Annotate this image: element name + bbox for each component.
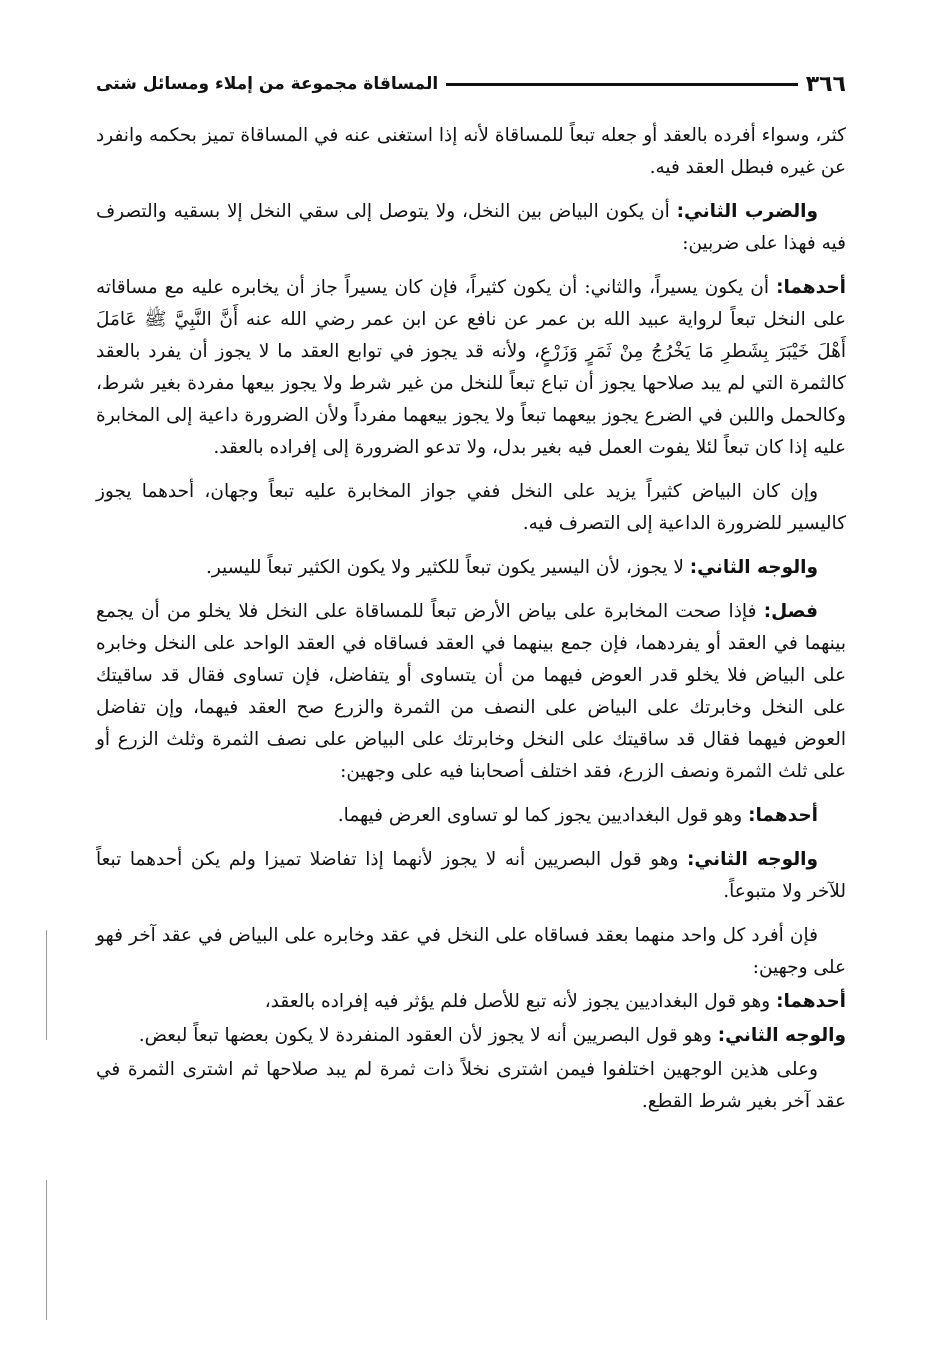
paragraph-lead: أحدهما: xyxy=(748,805,818,826)
paragraph xyxy=(96,120,846,184)
paragraph-text: كثر، وسواء أفرده بالعقد أو جعله تبعاً للمساقاة لأنه إذا استغنى عنه في المساقاة تميز بحكمه وانفرد عن غيره فبطل العقد فيه. xyxy=(96,125,846,178)
paragraph-text: وهو قول البصريين أنه لا يجوز لأن العقود المنفردة لا يكون بعضها تبعاً لبعض. xyxy=(138,1025,718,1046)
paragraph xyxy=(96,1020,846,1052)
paragraph xyxy=(96,844,846,908)
paragraph-lead: والضرب الثاني: xyxy=(676,201,818,222)
paragraph-text: وهو قول البغداديين يجوز لأنه تبع للأصل فلم يؤثر فيه إفراده بالعقد، xyxy=(264,991,777,1012)
paragraph xyxy=(96,196,846,260)
paragraph-lead: والوجه الثاني: xyxy=(717,1025,846,1046)
paragraph xyxy=(96,596,846,788)
paragraph-lead: أحدهما: xyxy=(776,991,846,1012)
paragraph-text: أن يكون يسيراً، والثاني: أن يكون كثيراً، فإن كان يسيراً جاز أن يخابره عليه مع مساقاته على النخل تبعاً لرواية عبيد الله بن عمر عن نافع عن ابن عمر رضي الله عنه أَنَّ النَّبِيَّ ﷺ عَامَلَ أَهْلَ خَيْبَرَ بِشَطرِ مَا يَخْرُجُ مِنْ ثَمَرٍ وَزَرْعٍ، ولأنه قد يجوز في توابع العقد ما لا يجوز أن يفرد بالعقد كالثمرة التي لم يبد صلاحها يجوز أن تباع تبعاً للنخل من غير شرط ولا يجوز بيعها مفردة بغير شرط، وكالحمل واللبن في الضرع يجوز بيعهما تبعاً ولا يجوز بيعهما مفرداً ولأن الضرورة داعية إلى المخابرة عليه إذا كان تبعاً لئلا يفوت العمل فيه بغير بدل، ولا تدعو الضرورة إلى إفراده بالعقد. xyxy=(96,277,846,458)
paragraph-lead: أحدهما: xyxy=(776,277,846,298)
running-title: المساقاة مجموعة من إملاء ومسائل شتى xyxy=(96,74,439,94)
paragraph xyxy=(96,986,846,1018)
margin-mark xyxy=(46,930,47,1040)
paragraph-text: لا يجوز، لأن اليسير يكون تبعاً للكثير ولا يكون الكثير تبعاً لليسير. xyxy=(205,557,690,578)
paragraph-text: وهو قول البصريين أنه لا يجوز لأنهما إذا تفاضلا تميزا ولم يكن أحدهما تبعاً للآخر ولا متبوعاً. xyxy=(96,849,846,902)
paragraph-text: فإذا صحت المخابرة على بياض الأرض تبعاً للمساقاة على النخل فلا يخلو من أن يجمع بينهما في العقد أو يفردهما، فإن جمع بينهما في العقد فساقاه في العقد الواحد على النخل وخابره على البياض فلا يخلو قدر العوض فيهما من أن يتساوى أو يتفاضل، فإن تساوى فقال قد ساقيتك على النخل وخابرتك على البياض على النصف من الثمرة والزرع صح العقد فيهما، وإن تفاضل العوض فيهما فقال قد ساقيتك على النخل وخابرتك على البياض على نصف الثمرة وثلث الزرع أو على ثلث الثمرة ونصف الزرع، فقد اختلف أصحابنا فيه على وجهين: xyxy=(96,601,846,782)
paragraph xyxy=(96,1054,846,1118)
paragraph xyxy=(96,552,846,584)
page-number: ٣٦٦ xyxy=(805,71,846,97)
page-header xyxy=(96,64,846,104)
paragraph xyxy=(96,476,846,540)
paragraph-lead: والوجه الثاني: xyxy=(687,849,818,870)
paragraph xyxy=(96,800,846,832)
paragraph-text: فإن أفرد كل واحد منهما بعقد فساقاه على النخل في عقد وخابره على البياض في عقد آخر فهو على وجهين: xyxy=(96,925,846,978)
document-page xyxy=(96,64,846,1130)
paragraph-text: وهو قول البغداديين يجوز كما لو تساوى العرض فيهما. xyxy=(337,805,749,826)
paragraph xyxy=(96,920,846,984)
paragraph-text: وعلى هذين الوجهين اختلفوا فيمن اشترى نخلاً ذات ثمرة لم يبد صلاحها ثم اشترى الثمرة في عقد آخر بغير شرط القطع. xyxy=(96,1059,846,1112)
header-rule xyxy=(446,83,798,86)
paragraph-lead: والوجه الثاني: xyxy=(689,557,818,578)
body-text xyxy=(96,120,846,1118)
paragraph xyxy=(96,272,846,464)
paragraph-text: أن يكون البياض بين النخل، ولا يتوصل إلى سقي النخل إلا بسقيه والتصرف فيه فهذا على ضربين: xyxy=(96,201,846,254)
margin-mark xyxy=(46,1180,47,1320)
paragraph-text: وإن كان البياض كثيراً يزيد على النخل ففي جواز المخابرة عليه تبعاً وجهان، أحدهما يجوز كاليسير للضرورة الداعية إلى التصرف فيه. xyxy=(96,481,846,534)
paragraph-lead: فصل: xyxy=(763,601,818,622)
